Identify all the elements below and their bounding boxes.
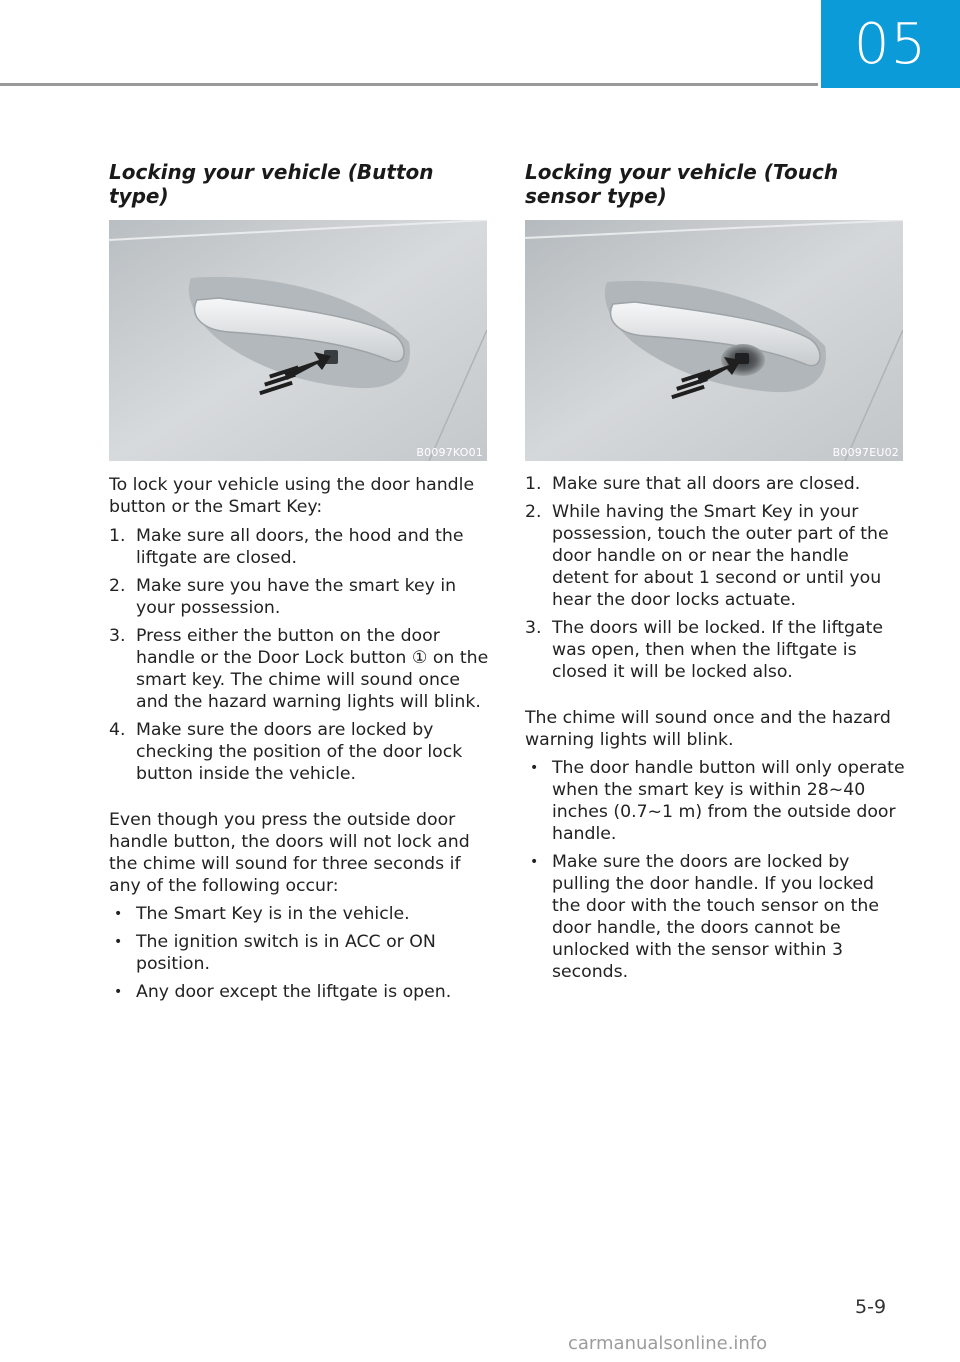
list-item: 2. Make sure you have the smart key in your possession. — [109, 576, 457, 618]
list-item: 1. Make sure that all doors are closed. — [525, 474, 861, 494]
watermark: carmanualsonline.info — [568, 1333, 768, 1354]
condition-paragraph: Even though you press the outside door handle button, the doors will not lock and the chime will sound for three seconds if any of the following occur: — [109, 810, 470, 896]
section-heading-touch-sensor-type: Locking your vehicle (Touch sensor type) — [525, 160, 839, 208]
list-item: 3. Press either the button on the door handle or the Door Lock button ① on the smart key. The chime will sound once and the hazard warning lights will blink. — [109, 626, 489, 712]
section-heading-button-type: Locking your vehicle (Button type) — [109, 160, 434, 208]
lock-steps-list — [109, 525, 489, 785]
list-item: 2. While having the Smart Key in your possession, touch the outer part of the door handle on or near the handle detent for about 1 second or until you hear the door locks actuate. — [525, 502, 889, 610]
figure-code: B0097EU02 — [832, 446, 899, 459]
list-item: • The Smart Key is in the vehicle. — [109, 903, 489, 925]
list-item: 4. Make sure the doors are locked by checking the position of the door lock button inside the vehicle. — [109, 720, 463, 784]
list-item: • Any door except the liftgate is open. — [109, 981, 489, 1003]
touch-lock-steps-list — [525, 473, 905, 683]
note-bullets — [525, 757, 905, 983]
header-rule — [0, 83, 818, 86]
door-handle-sensor-image — [525, 220, 903, 461]
chime-paragraph: The chime will sound once and the hazard warning lights will blink. — [525, 708, 891, 750]
page-number: 5-9 — [855, 1296, 887, 1318]
left-column — [109, 160, 489, 1009]
list-item: 1. Make sure all doors, the hood and the liftgate are closed. — [109, 526, 464, 568]
door-handle-button-illustration — [109, 220, 487, 461]
list-item: 3. The doors will be locked. If the liftgate was open, then when the liftgate is closed it will be locked also. — [525, 618, 883, 682]
intro-text: To lock your vehicle using the door handle button or the Smart Key: — [109, 475, 475, 517]
condition-bullets — [109, 903, 489, 1003]
figure-code: B0097KO01 — [416, 446, 483, 459]
right-column — [525, 160, 905, 989]
door-handle-button-image — [109, 220, 487, 461]
door-handle-touch-sensor-illustration — [525, 220, 903, 461]
chapter-tab: 05 — [821, 0, 960, 88]
list-item: • Make sure the doors are locked by pulling the door handle. If you locked the door with the touch sensor on the door handle, the doors cannot be unlocked with the sensor within 3 seconds. — [525, 851, 905, 983]
list-item: • The ignition switch is in ACC or ON position. — [109, 931, 489, 975]
list-item: • The door handle button will only operate when the smart key is within 28~40 inches (0.7~1 m) from the outside door handle. — [525, 757, 905, 845]
